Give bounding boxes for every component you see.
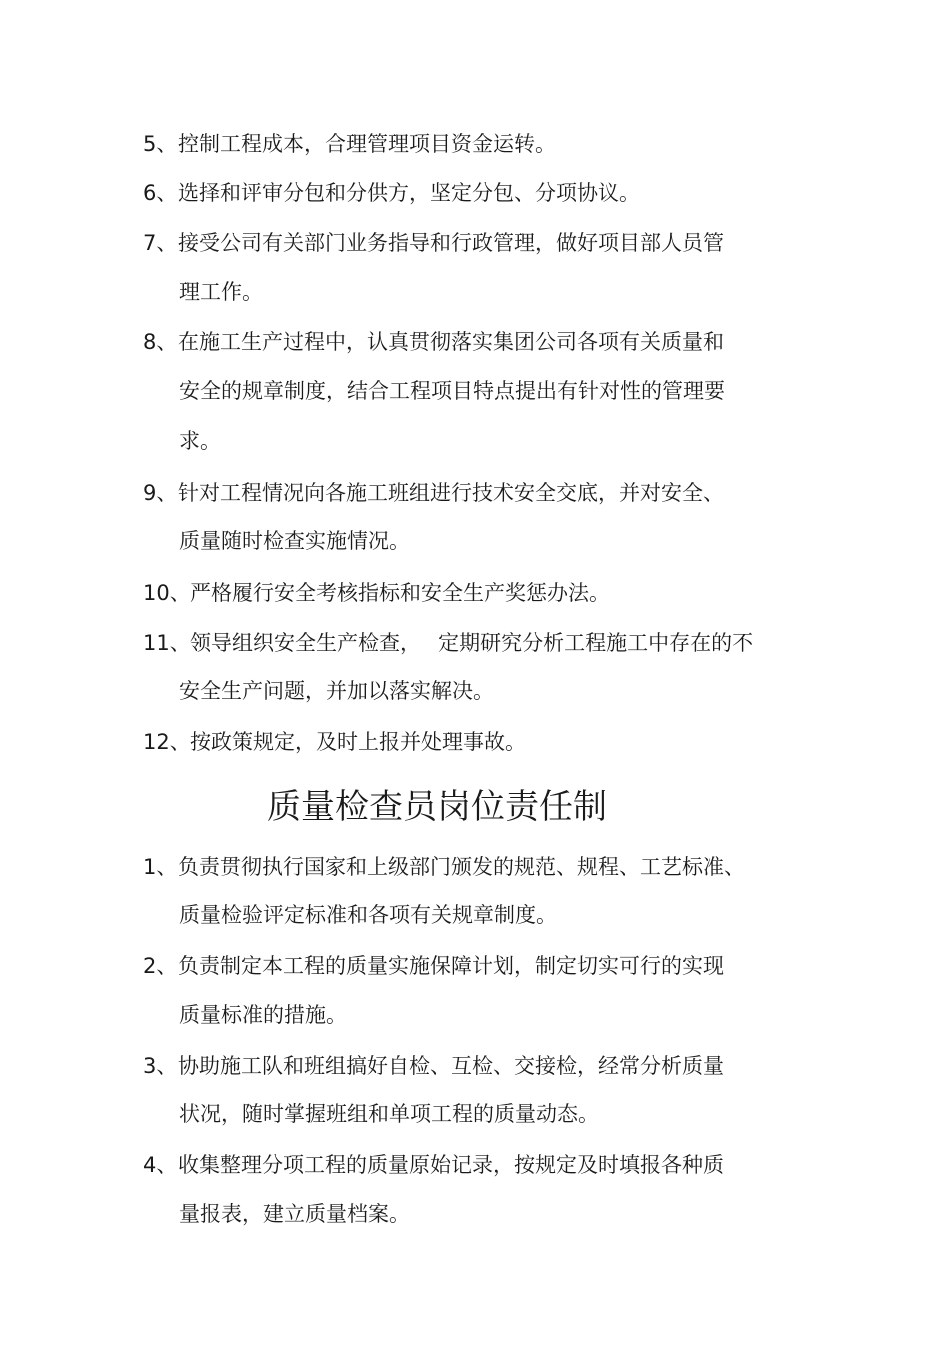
item-text: 针对工程情况向各施工班组进行技术安全交底，并对安全、 — [178, 481, 724, 505]
item-text: 严格履行安全考核指标和安全生产奖惩办法。 — [190, 581, 610, 605]
item-number: 11、 — [143, 631, 191, 655]
item-number: 5、 — [143, 132, 178, 156]
item-text: 收集整理分项工程的质量原始记录，按规定及时填报各种质 — [178, 1153, 724, 1177]
item-text: 选择和评审分包和分供方，坚定分包、分项协议。 — [178, 181, 640, 205]
item-text: 负责贯彻执行国家和上级部门颁发的规范、规程、工艺标准、 — [178, 855, 745, 879]
item-text: 质量检验评定标准和各项有关规章制度。 — [179, 903, 557, 927]
item-text: 控制工程成本，合理管理项目资金运转。 — [178, 132, 556, 156]
item-number: 10、 — [143, 581, 191, 605]
item-text: 安全生产问题，并加以落实解决。 — [179, 679, 494, 703]
item-number: 9、 — [143, 481, 178, 505]
item-number: 6、 — [143, 181, 178, 205]
item-number: 12、 — [143, 730, 191, 754]
item-text: 按政策规定，及时上报并处理事故。 — [190, 730, 526, 754]
item-number: 2、 — [143, 954, 178, 978]
item-text: 安全的规章制度，结合工程项目特点提出有针对性的管理要 — [179, 379, 725, 403]
item-number: 8、 — [143, 330, 178, 354]
item-text: 协助施工队和班组搞好自检、互检、交接检，经常分析质量 — [178, 1054, 724, 1078]
item-text: 在施工生产过程中，认真贯彻落实集团公司各项有关质量和 — [178, 330, 724, 354]
item-text: 质量随时检查实施情况。 — [179, 529, 410, 553]
item-text: 状况，随时掌握班组和单项工程的质量动态。 — [179, 1102, 599, 1126]
item-text: 领导组织安全生产检查， 定期研究分析工程施工中存在的不 — [190, 631, 754, 655]
item-number: 7、 — [143, 231, 178, 255]
item-number: 4、 — [143, 1153, 178, 1177]
item-number: 1、 — [143, 855, 178, 879]
item-text: 负责制定本工程的质量实施保障计划，制定切实可行的实现 — [178, 954, 724, 978]
item-text: 质量标准的措施。 — [179, 1003, 347, 1027]
section-title: 质量检查员岗位责任制 — [267, 787, 607, 827]
item-number: 3、 — [143, 1054, 178, 1078]
item-text: 量报表，建立质量档案。 — [179, 1202, 410, 1226]
item-text: 求。 — [179, 429, 221, 453]
item-text: 理工作。 — [179, 280, 263, 304]
item-text: 接受公司有关部门业务指导和行政管理，做好项目部人员管 — [178, 231, 724, 255]
